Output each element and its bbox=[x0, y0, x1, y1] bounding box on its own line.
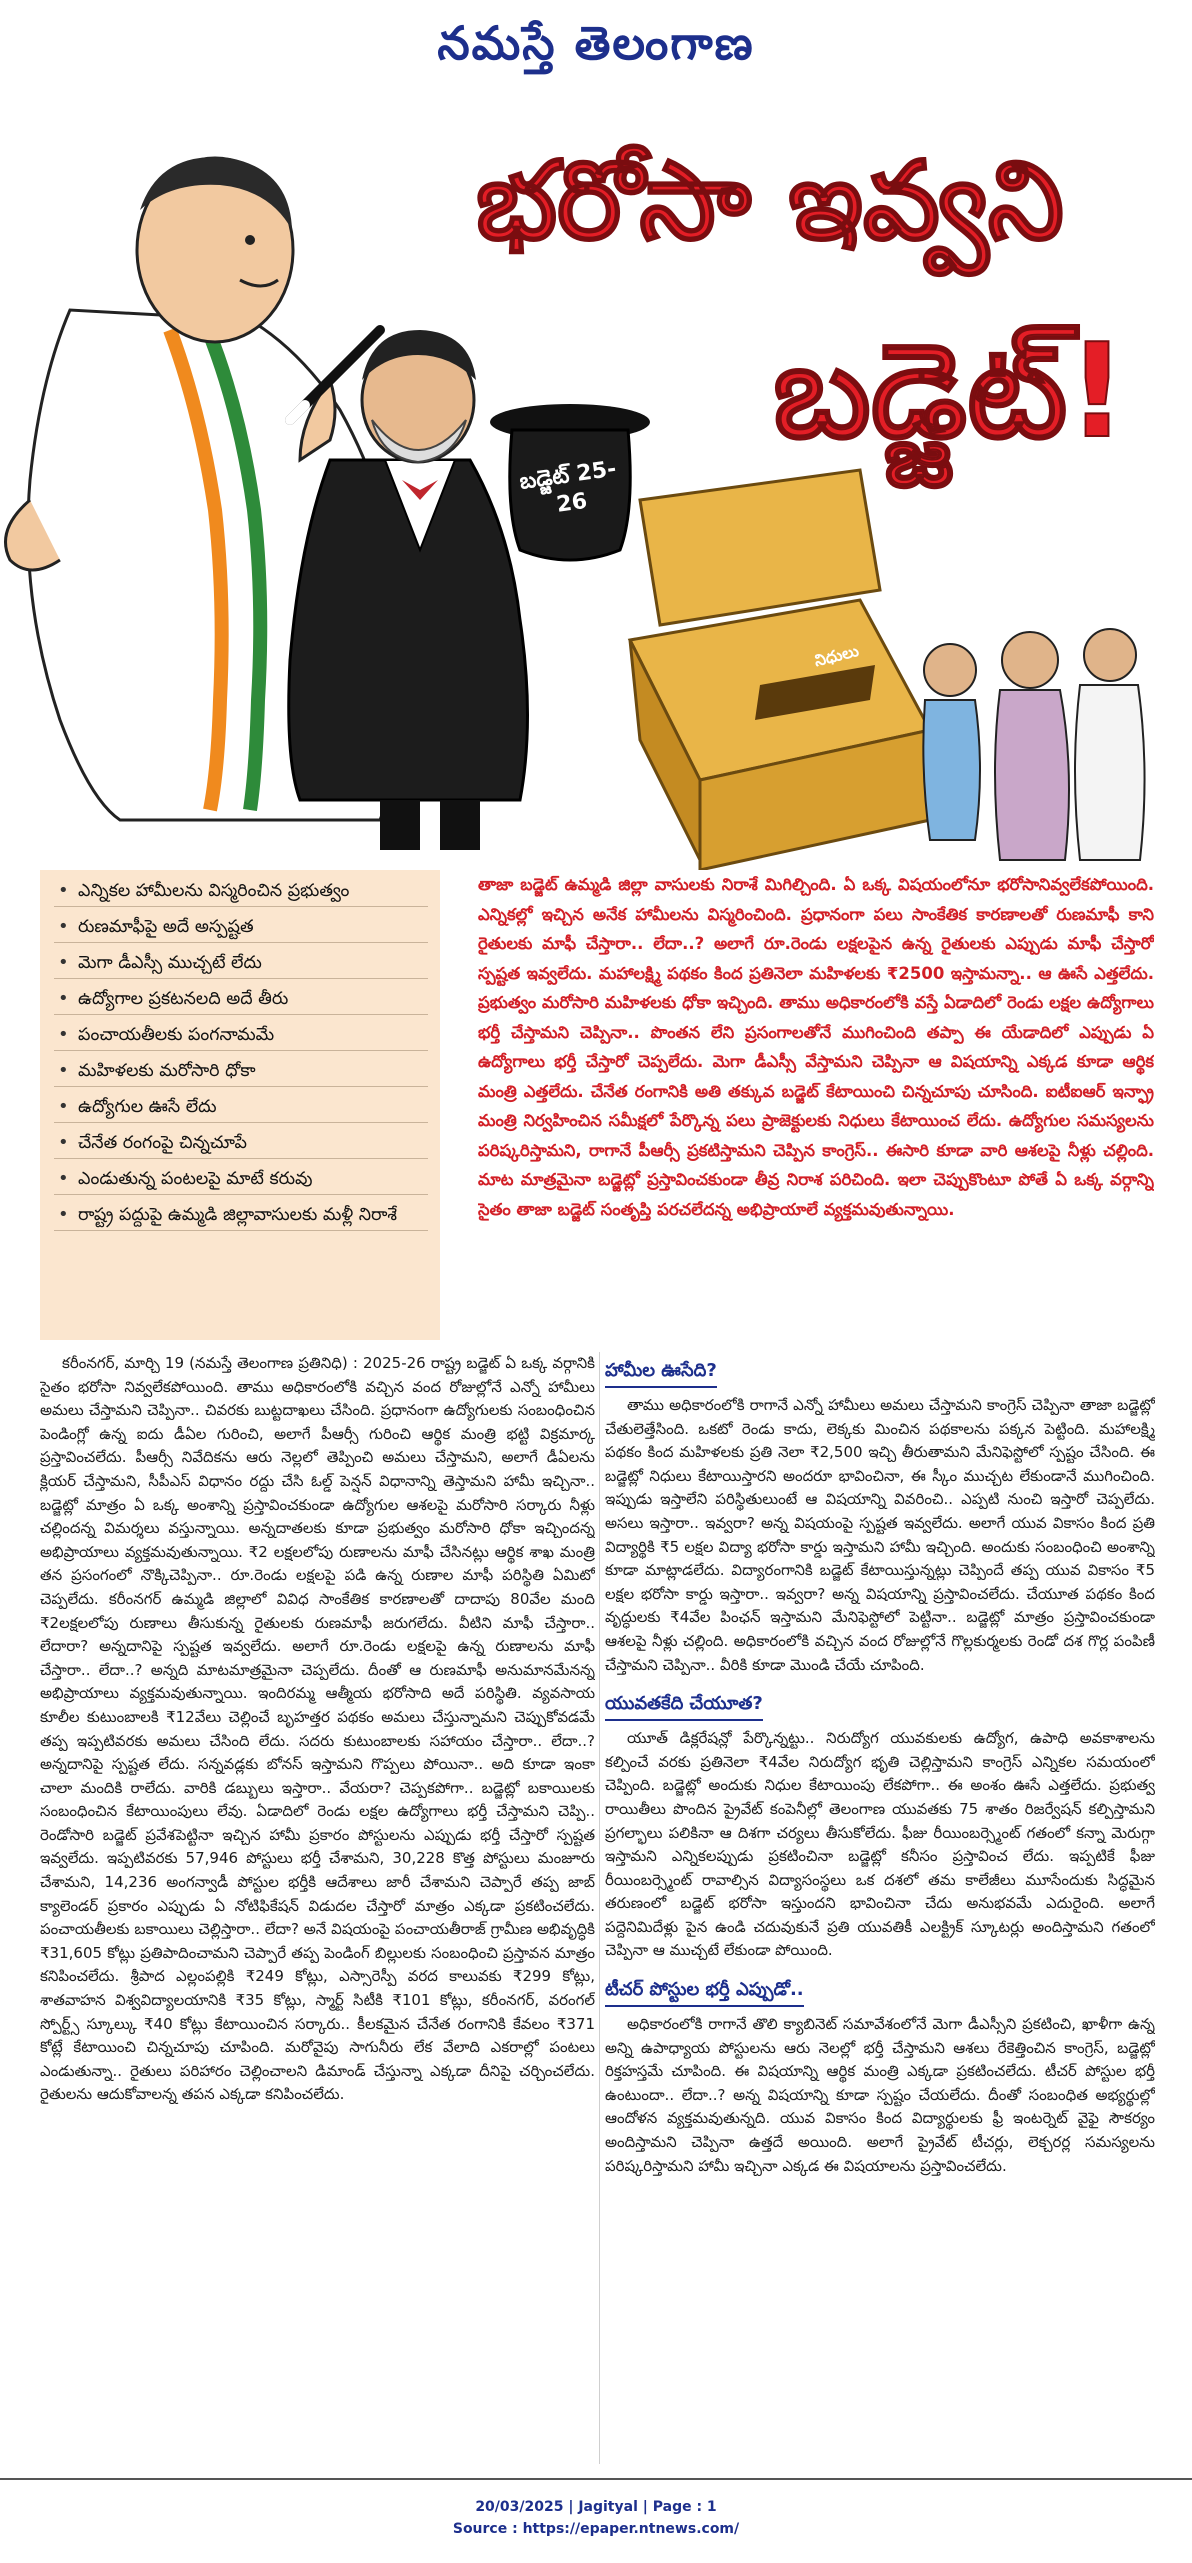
article-paragraph: అధికారంలోకి రాగానే తొలి క్యాబినెట్ సమావేశంలోనే మెగా డీఎస్సీని ప్రకటించి, ఖాళీగా ఉన్న అన్ని ఉపాధ్యాయ పోస్టులను ఆరు నెలల్లో భర్తీ చేస్తామని ఆశలు రేకెత్తించిన కాంగ్రెస్, బడ్జెట్లో రిక్తహస్తమే చూపింది. ఈ విషయాన్ని ఆర్థిక మంత్రి ఎక్కడా ప్రకటించలేదు. టీచర్ పోస్టుల భర్తీ ఉంటుందా.. లేదా..? అన్న విషయాన్ని కూడా స్పష్టం చేయలేదు. దీంతో సంబంధిత అభ్యర్థుల్లో ఆందోళన వ్యక్తమవుతున్నది. యువ వికాసం కింద విద్యార్థులకు ఫ్రీ ఇంటర్నెట్ వైఫై సౌకర్యం అందిస్తామని చెప్పినా ఉత్తదే అయింది. అలాగే ప్రైవేట్ టీచర్లు, లెక్చరర్ల సమస్యలను పరిష్కరిస్తామని హామీ ఇచ్చినా ఎక్కడ ఈ విషయాలను ప్రస్తావించలేదు. bbox=[605, 2015, 1155, 2175]
highlights-list bbox=[54, 878, 428, 1231]
article-paragraph: కరీంనగర్, మార్చి 19 (నమస్తే తెలంగాణ ప్రతినిధి) : 2025-26 రాష్ట్ర బడ్జెట్ ఏ ఒక్క వర్గానికి సైతం భరోసా నివ్వలేకపోయింది. తాము అధికారంలోకి వచ్చిన వంద రోజుల్లోనే ఎన్నో హామీలు అమలు చేస్తామని చెప్పినా.. చివరకు బుట్టదాఖలు చేసింది. ప్రధానంగా ఉద్యోగులకు సంబంధించిన పెండింగ్లో ఉన్న ఐదు డీఏల గురించి, అలాగే పీఆర్సీ గురించి ఆర్థిక మంత్రి భట్టి విక్రమార్క ప్రస్తావించలేదు. పీఆర్సీ నివేదికను ఆరు నెల్లలో తెప్పించి అమలు చేస్తామని, అలాగే డీఏలను క్లియర్ చేస్తామని, సీపీఎస్ విధానం రద్దు చేసి ఓల్డ్ పెన్షన్ విధానాన్ని తెస్తామని హామీ ఇచ్చినా.. బడ్జెట్లో మాత్రం ఏ ఒక్క అంశాన్ని ప్రస్తావించకుండా ఉద్యోగుల ఆశలపై మరోసారి సర్కారు నీళ్లు చల్లిందన్న విమర్శలు వస్తున్నాయి. అన్నదాతలకు కూడా ప్రభుత్వం మరోసారి ధోకా ఇచ్చిందన్న అభిప్రాయాలు వ్యక్తమవుతున్నాయి. ₹2 లక్షలలోపు రుణాలను మాఫీ చేసినట్లు ఆర్థిక శాఖ మంత్రి తన ప్రసంగంలో నొక్కిచెప్పినా.. రూ.రెండు లక్షలపై పడి ఉన్న రుణాల మాఫీ పరిస్థితి ఏమిటో చెప్పలేదు. కరీంనగర్ ఉమ్మడి జిల్లాలో వివిధ సాంకేతిక కారణాలతో దాదాపు 80వేల మంది ₹2లక్షలలోపు రుణాలు తీసుకున్న రైతులకు రుణమాఫీ జరుగలేదు. వీటిని మాఫీ చేస్తారా.. లేదారా? అన్నదానిపై స్పష్టత ఇవ్వలేదు. అలాగే రూ.రెండు లక్షలపై ఉన్న రుణాలను మాఫీ చేస్తారా.. లేదా..? అన్నది మాటమాత్రమైనా చెప్పలేదు. దీంతో ఆ రుణమాఫీ అనుమానమేనన్న అభిప్రాయాలు వ్యక్తమవుతున్నాయి. ఇందిరమ్మ ఆత్మీయ భరోసాది అదే పరిస్థితి. వ్యవసాయ కూలీల కుటుంబాలకి ₹12వేలు చెల్లించే బృహత్తర పథకం అమలు చేస్తున్నామని చెప్పుకోవడమే తప్ప ఇప్పటివరకు అమలు చేసింది లేదు. సదరు కుటుంబాలకు సహాయం చేస్తారా.. లేదా..? అన్నదానిపై స్పష్టత లేదు. సన్నవడ్లకు బోనస్ ఇస్తామని గొప్పలు పోయినా.. అది కూడా ఇంకా చాలా మందికి రాలేదు. వారికి డబ్బులు ఇస్తారా.. వేయరా? చెప్పకపోగా.. బడ్జెట్లో బకాయిలకు సంబంధించిన కేటాయింపులు లేవు. ఏడాదిలో రెండు లక్షల ఉద్యోగాలు భర్తీ చేస్తామని చెప్పి.. రెండోసారి బడ్జెట్ ప్రవేశపెట్టినా ఇచ్చిన హామీ ప్రకారం పోస్టులను ఎప్పుడు భర్తీ చేస్తారో స్పష్టత ఇవ్వలేదు. ఇప్పటివరకు 57,946 పోస్టులు భర్తీ చేశామని, 30,228 కొత్త పోస్టులు మంజూరు చేశామని, 14,236 అంగన్వాడీ పోస్టుల భర్తీకి ఆదేశాలు జారీ చేశామని చెప్పారే తప్ప జాబ్ క్యాలెండర్ ప్రకారం ఎప్పుడు ఏ నోటిఫికేషన్ విడుదల చేస్తారో మాత్రం ఎక్కడా ప్రకటించలేదు. పంచాయతీలకు బకాయిలు చెల్లిస్తారా.. లేదా? అనే విషయంపై పంచాయతీరాజ్ గ్రామీణ అభివృద్ధికి ₹31,605 కోట్లు ప్రతిపాదించామని చెప్పారే తప్ప పెండింగ్ బిల్లులకు సంబంధించి ప్రస్తావన మాత్రం కనిపించలేదు. శ్రీపాద ఎల్లంపల్లికి ₹249 కోట్లు, ఎస్సారెస్పీ వరద కాలువకు ₹299 కోట్లు, శాతవాహన విశ్వవిద్యాలయానికి ₹35 కోట్లు, స్మార్ట్ సిటీకి ₹101 కోట్లు, కరీంనగర్, వరంగల్ స్పోర్ట్స్ స్కూల్కు ₹40 కోట్లు కేటాయించిన సర్కారు.. కీలకమైన చేనేత రంగానికి కేవలం ₹371 కోట్లే కేటాయించి చిన్నచూపు చూపింది. మరోవైపు సాగునీరు లేక వేలాది ఎకరాల్లో పంటలు ఎండుతున్నా.. రైతులు పరిహారం చెల్లించాలని డిమాండ్ చేస్తున్నా ఎక్కడా దీనిపై చర్చించలేదు. రైతులను ఆదుకోవాలన్న తపన ఎక్కడా కనిపించలేదు. bbox=[40, 1354, 595, 2104]
highlight-item: • రుణమాఫీపై అదే అస్పష్టత bbox=[54, 914, 428, 943]
treasure-chest bbox=[630, 470, 930, 870]
highlight-item: • మహిళలకు మరోసారి ధోకా bbox=[54, 1058, 428, 1087]
highlight-item: • ఎండుతున్న పంటలపై మాటే కరువు bbox=[54, 1166, 428, 1195]
masthead bbox=[0, 8, 1192, 78]
highlight-item: • పంచాయతీలకు పంగనామమే bbox=[54, 1022, 428, 1051]
highlight-item: • చేనేత రంగంపై చిన్నచూపే bbox=[54, 1130, 428, 1159]
subhead-youth: యువతకేది చేయూత? bbox=[605, 1689, 763, 1721]
headline-line-1: భరోసా ఇవ్వని bbox=[476, 139, 1064, 264]
article-paragraph: యూత్ డిక్లరేషన్లో పేర్కొన్నట్టు.. నిరుద్యోగ యువకులకు ఉద్యోగ, ఉపాధి అవకాశాలను కల్పించే వరకు ప్రతినెలా ₹4వేల నిరుద్యోగ భృతి చెల్లిస్తామని కాంగ్రెస్ ఎన్నికల సమయంలో చెప్పింది. బడ్జెట్లో అందుకు నిధుల కేటాయింపు లేకపోగా.. ఈ అంశం ఊసే ఎత్తలేదు. ప్రభుత్వ రాయితీలు పొందిన ప్రైవేట్ కంపెనీల్లో తెలంగాణ యువతకు 75 శాతం రిజర్వేషన్ కల్పిస్తామని ప్రగల్భాలు పలికినా ఆ దిశగా చర్యలు తీసుకోలేదు. ఫీజు రీయింబర్స్మెంట్ గతంలో కన్నా మెరుగ్గా ఇస్తామని ఎన్నికలప్పుడు ప్రకటించినా బడ్జెట్లో కనీసం ప్రస్తావించ లేదు. ఇప్పటికే ఫీజు రీయింబర్స్మెంట్ రావాల్సిన విద్యాసంస్థలు ఒక దశలో తమ కాలేజీలు మూసేందుకు సిద్ధమైన తరుణంలో బడ్జెట్ భరోసా ఇస్తుందని భావించినా చేదు అనుభవమే ఎదురైంది. అలాగే పద్దెనిమిదేళ్లు పైన ఉండి చదువుకునే ప్రతి యువతికీ ఎలక్ట్రిక్ స్కూటర్లు అందిస్తామని గతంలో చెప్పినా ఆ ముచ్చటే లేకుండా పోయింది. bbox=[605, 1729, 1155, 1960]
footer-divider bbox=[0, 2478, 1192, 2480]
subhead-promises: హామీల ఊసేది? bbox=[605, 1356, 717, 1388]
article-paragraph: తాము అధికారంలోకి రాగానే ఎన్నో హామీలు అమలు చేస్తామని కాంగ్రెస్ చెప్పినా తాజా బడ్జెట్లో చేతులెత్తేసింది. ఒకటో రెండు కాదు, లెక్కకు మించిన పథకాలను పక్కన పెట్టింది. మహాలక్ష్మి పథకం కింద మహిళలకు ప్రతి నెలా ₹2,500 ఇచ్చి తీరుతామని మేనిఫెస్టోలో స్పష్టం చేసింది. ఈ బడ్జెట్లో నిధులు కేటాయిస్తారని అందరూ భావించినా, ఈ స్కీం ముచ్చట లేకుండానే ముగించింది. ఇప్పుడు ఇస్తాలేని పరిస్థితులుంటే ఆ విషయాన్ని వివరించి.. ఎప్పటి నుంచి ఇస్తారో చెప్పలేదు. అసలు ఇస్తారా.. ఇవ్వరా? అన్న విషయంపై స్పష్టత ఇవ్వలేదు. అలాగే యువ వికాసం కింద ప్రతి విద్యార్థికి ₹5 లక్షల విద్యా భరోసా కార్డు ఇస్తామని హామీ ఇచ్చింది. అందుకు సంబంధించి అంశాన్ని కూడా మాట్లాడలేదు. విద్యారంగానికి బడ్జెట్ కేటాయిస్తున్నట్లు చెప్పిందే తప్ప యువ వికాసం ₹5 లక్షల భరోసా కార్డు ఇస్తారా.. ఇవ్వరా? అన్న విషయాన్ని ప్రస్తావించలేదు. చేయూత పథకం కింద వృద్ధులకు ₹4వేల పింఛన్ ఇస్తామని మేనిఫెస్టోలో పెట్టినా.. బడ్జెట్లో మాత్రం ప్రస్తావించకుండా ఆశలపై నీళ్లు చల్లింది. అధికారంలోకి వచ్చిన వంద రోజుల్లోనే గొల్లకుర్మలకు రెండో దశ గొర్ల పంపిణీ చేస్తామని చెప్పినా.. వీరికి కూడా మొండి చేయే చూపింది. bbox=[605, 1396, 1155, 1674]
highlights-box bbox=[40, 870, 440, 1340]
highlight-item: • మెగా డీఎస్సీ ముచ్చటే లేదు bbox=[54, 950, 428, 979]
edition-info: 20/03/2025 | Jagityal | Page : 1 bbox=[475, 2499, 717, 2515]
highlight-item: • ఎన్నికల హామీలను విస్మరించిన ప్రభుత్వం bbox=[54, 878, 428, 907]
onlookers bbox=[923, 629, 1144, 860]
column-divider bbox=[599, 1352, 600, 2464]
highlight-item: • ఉద్యోగాల ప్రకటనలది అదే తీరు bbox=[54, 986, 428, 1015]
source-link[interactable]: Source : https://epaper.ntnews.com/ bbox=[452, 2521, 740, 2537]
highlight-item: • రాష్ట్ర పద్దుపై ఉమ్మడి జిల్లావాసులకు మళ్లీ నిరాశే bbox=[54, 1202, 428, 1231]
article-column-left bbox=[40, 1352, 595, 2464]
hat-label: బడ్జెట్ 25-26 bbox=[518, 456, 618, 518]
article-column-right bbox=[605, 1352, 1155, 2464]
page-footer bbox=[0, 2496, 1192, 2540]
newspaper-logo: నమస్తే తెలంగాణ bbox=[437, 16, 755, 70]
highlight-item: • ఉద్యోగుల ఊసే లేదు bbox=[54, 1094, 428, 1123]
subhead-teachers: టీచర్ పోస్టుల భర్తీ ఎప్పుడో.. bbox=[605, 1975, 804, 2007]
headline-line-2: బడ్జెట్! bbox=[773, 315, 1127, 467]
chest-label: నిధులు bbox=[812, 640, 861, 671]
lead-paragraph: తాజా బడ్జెట్ ఉమ్మడి జిల్లా వాసులకు నిరాశే మిగిల్చింది. ఏ ఒక్క విషయంలోనూ భరోసానివ్వలేకపోయింది. ఎన్నికల్లో ఇచ్చిన అనేక హామీలను విస్మరించింది. ప్రధానంగా పలు సాంకేతిక కారణాలతో రుణమాఫీ కాని రైతులకు మాఫీ చేస్తారా.. లేదా..? అలాగే రూ.రెండు లక్షలపైన ఉన్న రైతులకు ఎప్పుడు మాఫీ చేస్తారో స్పష్టత ఇవ్వలేదు. మహాలక్ష్మి పథకం కింద ప్రతినెలా మహిళలకు ₹2500 ఇస్తామన్నా.. ఆ ఊసే ఎత్తలేదు. ప్రభుత్వం మరోసారి మహిళలకు ధోకా ఇచ్చింది. తాము అధికారంలోకి వస్తే ఏడాదిలో రెండు లక్షల ఉద్యోగాలు భర్తీ చేస్తామని చెప్పినా.. పొంతన లేని ప్రసంగాలతోనే ముగించింది తప్పా ఈ యేడాదిలో ఎప్పుడు ఏ ఉద్యోగాలు భర్తీ చేస్తారో చెప్పలేదు. మెగా డీఎస్సీ వేస్తామని చెప్పినా ఆ విషయాన్ని ఎక్కడ కూడా ఆర్థిక మంత్రి ఎత్తలేదు. చేనేత రంగానికి అతి తక్కువ బడ్జెట్ కేటాయించి చిన్నచూపు చూసింది. ఐటీఐఆర్ ఇన్ఫ్రా మంత్రి నిర్వహించిన సమీక్షలో పేర్కొన్న పలు ప్రాజెక్టులకు నిధులు కేటాయించ లేదు. ఉద్యోగుల సమస్యలను పరిష్కరిస్తామని, రాగానే పీఆర్సీ ప్రకటిస్తామని చెప్పిన కాంగ్రెస్.. ఈసారి కూడా వారి ఆశలపై నీళ్లు చల్లింది. మాట మాత్రమైనా బడ్జెట్లో ప్రస్తావించకుండా తీవ్ర నిరాశ పరిచింది. ఇలా చెప్పుకొంటూ పోతే ఏ ఒక్క వర్గాన్ని సైతం తాజా బడ్జెట్ సంతృప్తి పరచలేదన్న అభిప్రాయాలే వ్యక్తమవుతున్నాయి. bbox=[478, 875, 1154, 1219]
